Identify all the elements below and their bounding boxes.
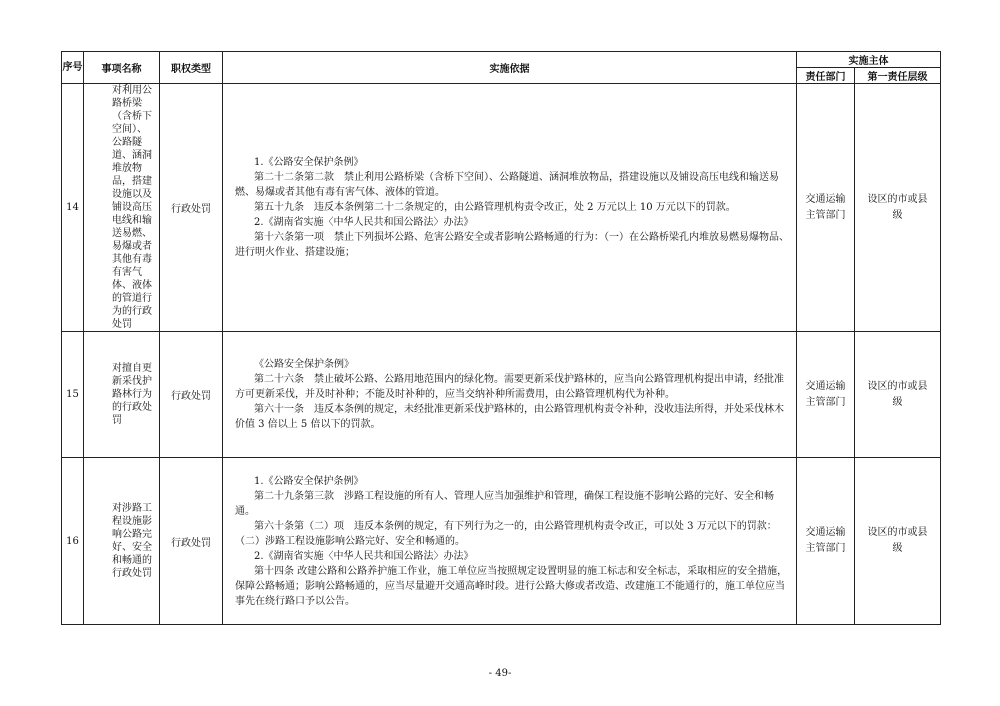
page-number: - 49- <box>488 668 512 679</box>
basis-line: 1.《公路安全保护条例》 <box>254 475 364 487</box>
row-seq: 15 <box>62 332 84 458</box>
row-basis <box>223 84 797 332</box>
basis-line: 第十六条第一项 禁止下列损坏公路、危害公路安全或者影响公路畅通的行为：（一）在公路桥梁孔内堆放易燃易爆物品、进行明火作业、搭建设施； <box>235 232 789 258</box>
basis-line: 1.《公路安全保护条例》 <box>254 157 364 168</box>
row-basis <box>223 332 797 458</box>
basis-line: 第六十条第（二）项 违反本条例的规定，有下列行为之一的，由公路管理机构责令改正，可以处 3 万元以下的罚款：（二）涉路工程设施影响公路完好、安全和畅通的。 <box>235 520 777 547</box>
row-dept: 交通运输主管部门 <box>797 84 855 332</box>
row-dept: 交通运输主管部门 <box>797 332 855 458</box>
row-name: 对擅自更新采伐护路林行为的行政处罚 <box>84 332 160 458</box>
row-level: 设区的市或县级 <box>855 332 941 458</box>
row-type: 行政处罚 <box>160 84 223 332</box>
basis-line: 第二十六条 禁止破坏公路、公路用地范围内的绿化物。需要更新采伐护路林的，应当向公路管理机构提出申请，经批准方可更新采伐，并及时补种；不能及时补种的，应当交纳补种所需费用，由公路管理机构代为补种。 <box>235 374 784 400</box>
header-row <box>62 52 941 68</box>
basis-line: 2.《湖南省实施〈中华人民共和国公路法〉办法》 <box>254 550 474 562</box>
table-row <box>62 84 941 332</box>
basis-line: 2.《湖南省实施〈中华人民共和国公路法〉办法》 <box>254 217 474 228</box>
basis-line: 第六十一条 违反本条例的规定，未经批准更新采伐护路林的，由公路管理机构责令补种，没收违法所得，并处采伐林木价值 3 倍以上 5 倍以下的罚款。 <box>235 404 784 430</box>
row-seq: 14 <box>62 84 84 332</box>
table-row <box>62 332 941 458</box>
basis-line: 第二十九条第三款 涉路工程设施的所有人、管理人应当加强维护和管理，确保工程设施不影响公路的完好、安全和畅通。 <box>235 490 774 517</box>
header-seq: 序号 <box>62 52 84 84</box>
row-type: 行政处罚 <box>160 458 223 625</box>
basis-line: 《公路安全保护条例》 <box>254 359 354 370</box>
header-type: 职权类型 <box>160 52 223 84</box>
basis-line: 第十四条 改建公路和公路养护施工作业，施工单位应当按照规定设置明显的施工标志和安全标志，采取相应的安全措施，保障公路畅通；影响公路畅通的，应当尽量避开交通高峰时段。进行公路大修或者改造、改建施工不能通行的，施工单位应当事先在绕行路口予以公告。 <box>235 565 788 607</box>
header-subject: 实施主体 <box>797 52 941 68</box>
row-dept: 交通运输主管部门 <box>797 458 855 625</box>
row-basis <box>223 458 797 625</box>
basis-line: 第二十二条第二款 禁止利用公路桥梁（含桥下空间）、公路隧道、涵洞堆放物品，搭建设施以及铺设高压电线和输送易燃、易爆或者其他有毒有害气体、液体的管道。 <box>235 172 779 198</box>
row-level: 设区的市或县级 <box>855 84 941 332</box>
row-level: 设区的市或县级 <box>855 458 941 625</box>
header-level: 第一责任层级 <box>855 68 941 84</box>
row-type: 行政处罚 <box>160 332 223 458</box>
basis-line: 第五十九条 违反本条例第二十二条规定的，由公路管理机构责令改正，处 2 万元以上 10 万元以下的罚款。 <box>254 202 736 213</box>
row-seq: 16 <box>62 458 84 625</box>
row-name: 对涉路工程设施影响公路完好、安全和畅通的行政处罚 <box>84 458 160 625</box>
table-row <box>62 458 941 625</box>
header-dept: 责任部门 <box>797 68 855 84</box>
row-name: 对利用公路桥梁（含桥下空间）、公路隧道、涵洞堆放物品，搭建设施以及铺设高压电线和输送易燃、易爆或者其他有毒有害气体、液体的管道行为的行政处罚 <box>84 84 160 332</box>
header-name: 事项名称 <box>84 52 160 84</box>
header-basis: 实施依据 <box>223 52 797 84</box>
enforcement-table <box>61 51 941 625</box>
